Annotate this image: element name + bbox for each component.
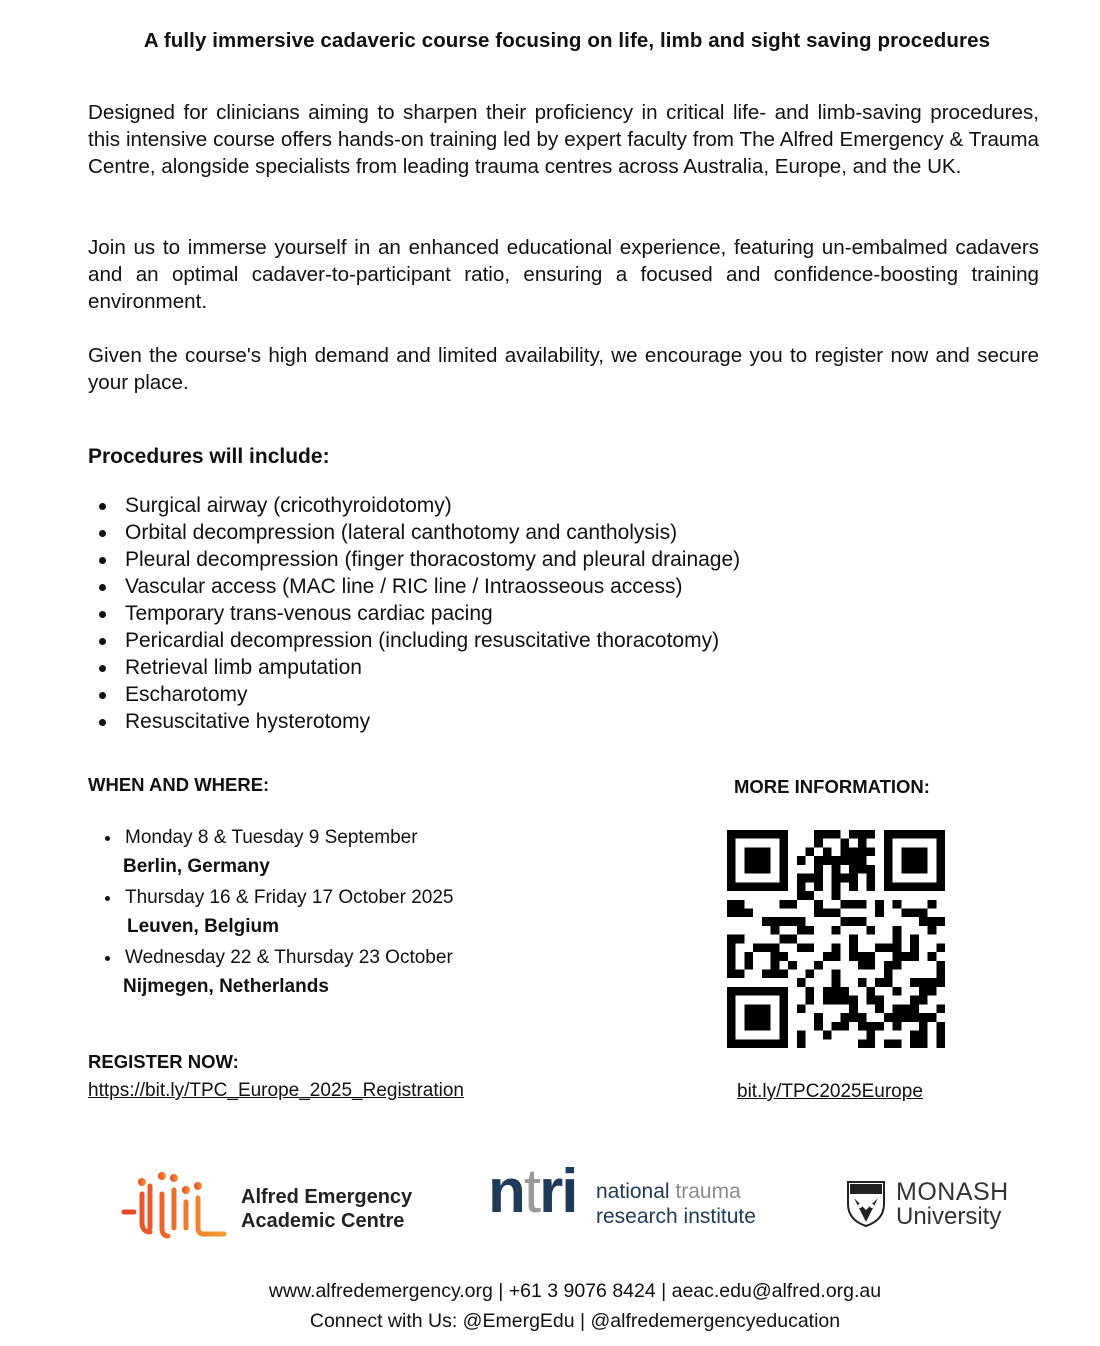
ntri-mark-n: n	[488, 1157, 524, 1226]
more-info-heading: MORE INFORMATION:	[734, 776, 930, 797]
session-date: Thursday 16 & Friday 17 October 2025	[125, 887, 454, 908]
list-item: Orbital decompression (lateral canthotomy and cantholysis)	[88, 519, 740, 546]
session-item	[88, 944, 588, 1004]
list-item: Retrieval limb amputation	[88, 654, 740, 681]
ntri-line1-a: national	[596, 1180, 670, 1203]
intro-paragraph-3: Given the course's high demand and limited availability, we encourage you to register now and secure your place.	[88, 344, 1039, 394]
list-item: Escharotomy	[88, 681, 740, 708]
register-link[interactable]: https://bit.ly/TPC_Europe_2025_Registration	[88, 1080, 464, 1101]
ntri-logo	[488, 1157, 788, 1232]
page-title: A fully immersive cadaveric course focusing on life, limb and sight saving procedures	[143, 29, 991, 52]
list-item: Vascular access (MAC line / RIC line / Intraosseous access)	[88, 573, 740, 600]
qr-code-icon[interactable]	[727, 830, 945, 1048]
sessions-list	[88, 824, 588, 1004]
aeac-logo-line1: Alfred Emergency	[241, 1186, 413, 1208]
ntri-mark-t: t	[523, 1157, 540, 1226]
session-city: Leuven, Belgium	[127, 916, 280, 937]
session-date: Wednesday 22 & Thursday 23 October	[125, 947, 453, 968]
monash-logo-line1: MONASH	[896, 1178, 1009, 1206]
session-date: Monday 8 & Tuesday 9 September	[125, 827, 418, 848]
ntri-mark-ri: ri	[539, 1157, 577, 1226]
register-heading: REGISTER NOW:	[88, 1051, 239, 1072]
ntri-line1-b: trauma	[675, 1180, 741, 1203]
ntri-logo-line1	[596, 1180, 741, 1204]
intro-paragraph-1: Designed for clinicians aiming to sharpen their proficiency in critical life- and limb-saving procedures, this intensive course offers hands-on training led by expert faculty from The Alfred Emergency & Trauma Centre, alongside specialists from leading trauma centres across Australia, Europe, and the UK.	[88, 101, 1039, 178]
ntri-logo-line2: research institute	[596, 1205, 756, 1228]
footer-contact: www.alfredemergency.org | +61 3 9076 8424 | aeac.edu@alfred.org.au	[268, 1280, 882, 1302]
procedures-list	[88, 492, 740, 735]
intro-paragraph-2: Join us to immerse yourself in an enhanced educational experience, featuring un-embalmed cadavers and an optimal cadaver-to-participant ratio, ensuring a focused and confidence-boosting training environment.	[88, 236, 1039, 313]
session-city: Berlin, Germany	[123, 856, 270, 877]
when-where-heading: WHEN AND WHERE:	[88, 774, 270, 795]
list-item: Temporary trans-venous cardiac pacing	[88, 600, 740, 627]
list-item: Resuscitative hysterotomy	[88, 708, 740, 735]
aeac-logo	[120, 1168, 430, 1244]
session-city: Nijmegen, Netherlands	[123, 976, 329, 997]
list-item: Pericardial decompression (including resuscitative thoracotomy)	[88, 627, 740, 654]
aeac-logo-line2: Academic Centre	[241, 1210, 405, 1232]
more-info-link[interactable]: bit.ly/TPC2025Europe	[737, 1081, 923, 1102]
monash-crest-icon	[846, 1180, 886, 1228]
session-item	[88, 824, 588, 884]
session-item	[88, 884, 588, 944]
monash-logo-line2: University	[896, 1203, 1002, 1230]
ntri-logo-mark	[488, 1157, 577, 1226]
aeac-logo-mark-icon	[120, 1168, 228, 1244]
list-item: Pleural decompression (finger thoracostomy and pleural drainage)	[88, 546, 740, 573]
procedures-heading: Procedures will include:	[88, 445, 330, 468]
footer-social: Connect with Us: @EmergEdu | @alfredemergencyeducation	[309, 1310, 841, 1332]
monash-logo	[846, 1180, 1026, 1236]
list-item: Surgical airway (cricothyroidotomy)	[88, 492, 740, 519]
